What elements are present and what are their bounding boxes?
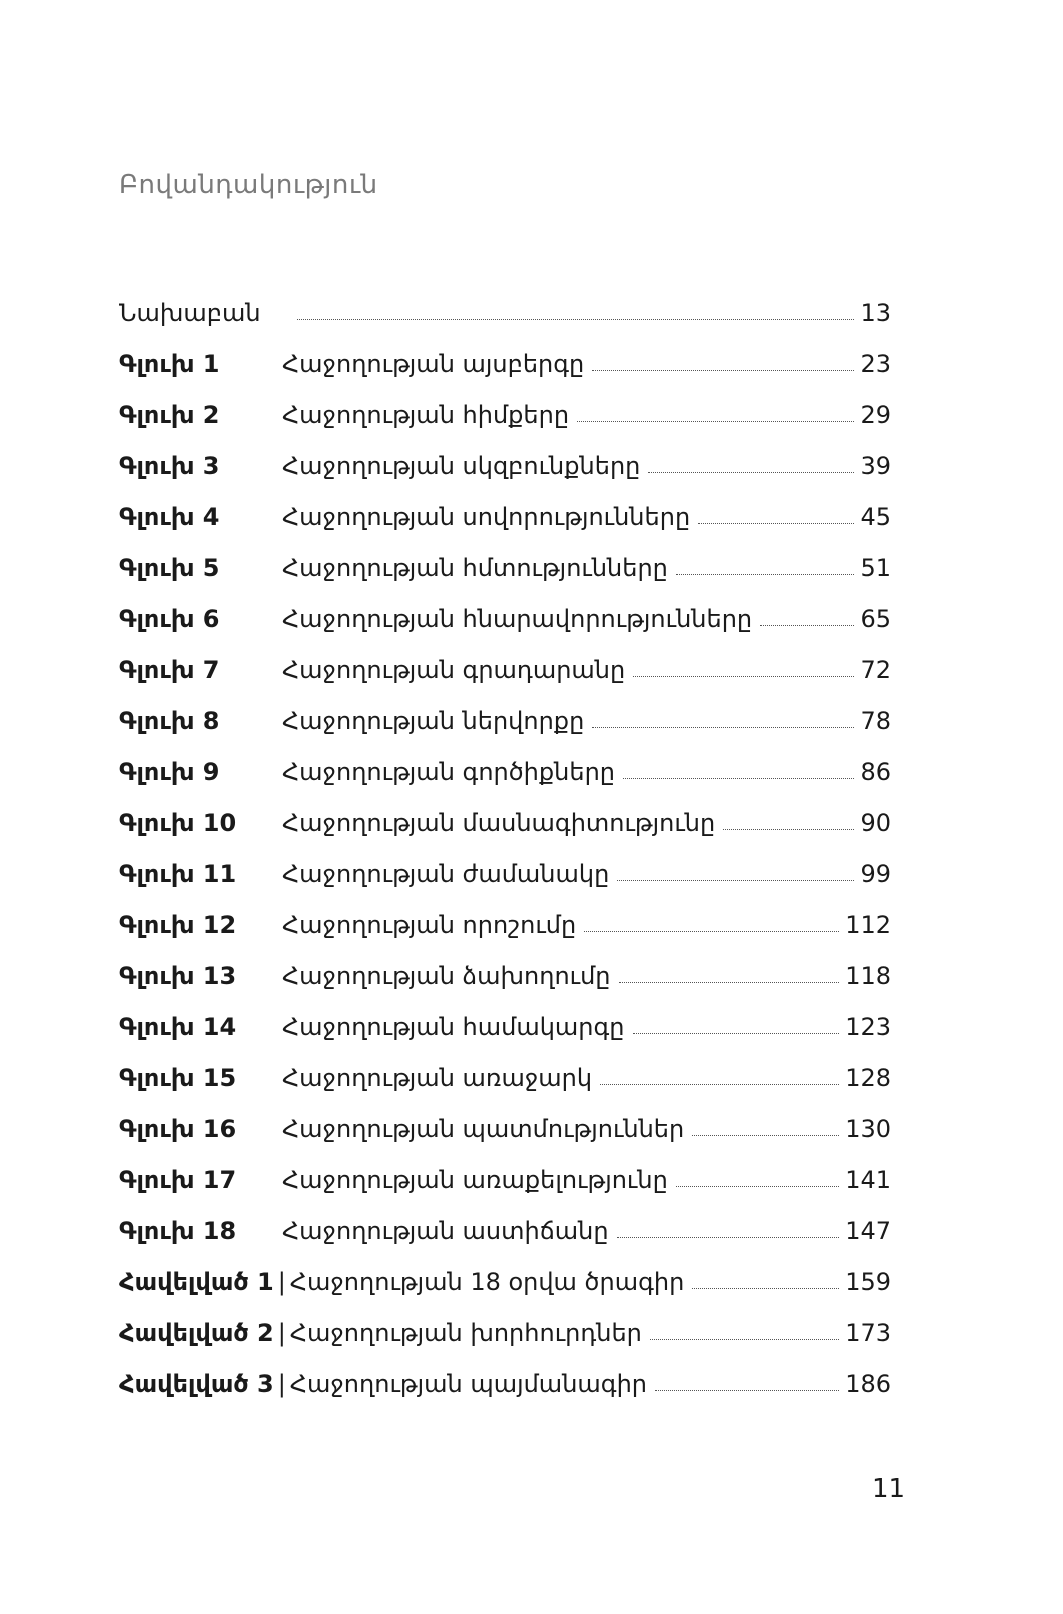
- page-ref: 45: [860, 503, 891, 531]
- chapter-label: Գլուխ 5: [119, 554, 220, 582]
- appendix-title: Հաջողության 18 օրվա ծրագիր: [289, 1268, 685, 1296]
- dot-leader: [617, 1237, 840, 1238]
- page-ref: 112: [845, 911, 891, 939]
- dot-leader: [698, 523, 854, 524]
- chapter-label: Գլուխ 2: [119, 401, 220, 429]
- page-ref: 78: [860, 707, 891, 735]
- toc-row-chapter: [119, 1041, 891, 1092]
- chapter-title: Հաջողության գրադարանը: [282, 656, 626, 684]
- toc-row-chapter: [119, 1143, 891, 1194]
- dot-leader: [592, 727, 854, 728]
- chapter-title: Հաջողության գործիքները: [282, 758, 615, 786]
- dot-leader: [760, 625, 854, 626]
- chapter-title: Հաջողության աստիճանը: [282, 1217, 609, 1245]
- toc-row-chapter: [119, 786, 891, 837]
- toc-row-chapter: [119, 684, 891, 735]
- toc-row-appendix: [119, 1296, 891, 1347]
- toc-row-appendix: [119, 1245, 891, 1296]
- appendix-separator: |: [277, 1268, 286, 1296]
- dot-leader: [692, 1288, 839, 1289]
- chapter-label: Գլուխ 16: [119, 1115, 237, 1143]
- chapter-title: Հաջողության ներվորքը: [282, 707, 585, 735]
- chapter-label: Գլուխ 9: [119, 758, 220, 786]
- chapter-label: Գլուխ 11: [119, 860, 237, 888]
- dot-leader: [692, 1135, 839, 1136]
- dot-leader: [600, 1084, 839, 1085]
- dot-leader: [676, 574, 855, 575]
- toc-row-chapter: [119, 837, 891, 888]
- page-ref: 186: [845, 1370, 891, 1398]
- chapter-title: Հաջողության առաջարկ: [282, 1064, 593, 1092]
- page-ref: 51: [860, 554, 891, 582]
- toc-row-chapter: [119, 939, 891, 990]
- dot-leader: [648, 472, 854, 473]
- appendix-separator: |: [277, 1370, 286, 1398]
- page-ref: 118: [845, 962, 891, 990]
- dot-leader: [633, 1033, 840, 1034]
- chapter-title: Հաջողության ձախողումը: [282, 962, 611, 990]
- toc-row-chapter: [119, 633, 891, 684]
- page-ref: 29: [860, 401, 891, 429]
- chapter-label: Գլուխ 6: [119, 605, 220, 633]
- chapter-title: Հաջողության հնարավորությունները: [282, 605, 753, 633]
- chapter-label: Գլուխ 3: [119, 452, 220, 480]
- page-ref: 39: [860, 452, 891, 480]
- toc-row-chapter: [119, 582, 891, 633]
- dot-leader: [577, 421, 854, 422]
- dot-leader: [617, 880, 854, 881]
- page-ref: 173: [845, 1319, 891, 1347]
- chapter-label: Գլուխ 14: [119, 1013, 237, 1041]
- dot-leader: [584, 931, 839, 932]
- dot-leader: [297, 319, 854, 320]
- toc-row-chapter: [119, 531, 891, 582]
- page-ref: 90: [860, 809, 891, 837]
- appendix-label: Հավելված 1: [119, 1268, 274, 1296]
- chapter-label: Գլուխ 12: [119, 911, 237, 939]
- page-ref: 147: [845, 1217, 891, 1245]
- chapter-title: Հաջողության պատմություններ: [282, 1115, 685, 1143]
- chapter-title: Հաջողության հմտությունները: [282, 554, 668, 582]
- dot-leader: [723, 829, 854, 830]
- page-ref: 128: [845, 1064, 891, 1092]
- page-ref: 23: [860, 350, 891, 378]
- chapter-title: Հաջողության սովորությունները: [282, 503, 691, 531]
- chapter-label: Գլուխ 18: [119, 1217, 237, 1245]
- page-ref: 72: [860, 656, 891, 684]
- dot-leader: [592, 370, 854, 371]
- page-ref: 159: [845, 1268, 891, 1296]
- chapter-title: Հաջողության ժամանակը: [282, 860, 610, 888]
- chapter-label: Գլուխ 7: [119, 656, 220, 684]
- toc-row-chapter: [119, 735, 891, 786]
- chapter-label: Գլուխ 8: [119, 707, 220, 735]
- page-ref: 86: [860, 758, 891, 786]
- chapter-label: Գլուխ 17: [119, 1166, 237, 1194]
- dot-leader: [676, 1186, 839, 1187]
- page-ref: 141: [845, 1166, 891, 1194]
- chapter-title: Հաջողության մասնագիտությունը: [282, 809, 716, 837]
- chapter-title: Հաջողության սկզբունքները: [282, 452, 641, 480]
- toc-row-preface: [119, 276, 891, 327]
- page-number: 11: [872, 1474, 906, 1504]
- appendix-separator: |: [277, 1319, 286, 1347]
- toc-row-chapter: [119, 480, 891, 531]
- page-ref: 65: [860, 605, 891, 633]
- chapter-title: Հաջողության որոշումը: [282, 911, 577, 939]
- dot-leader: [650, 1339, 839, 1340]
- chapter-label: Գլուխ 13: [119, 962, 237, 990]
- chapter-title: Հաջողության առաքելությունը: [282, 1166, 668, 1194]
- dot-leader: [633, 676, 854, 677]
- appendix-title: Հաջողության խորհուրդներ: [289, 1319, 642, 1347]
- toc-row-chapter: [119, 327, 891, 378]
- page-ref: 13: [860, 299, 891, 327]
- toc-row-chapter: [119, 888, 891, 939]
- page-ref: 123: [845, 1013, 891, 1041]
- toc-row-chapter: [119, 378, 891, 429]
- chapter-title: Հաջողության այսբերգը: [282, 350, 585, 378]
- appendix-label: Հավելված 3: [119, 1370, 274, 1398]
- toc-row-chapter: [119, 1092, 891, 1143]
- page-ref: 130: [845, 1115, 891, 1143]
- chapter-title: Հաջողության հիմքերը: [282, 401, 570, 429]
- dot-leader: [655, 1390, 839, 1391]
- preface-label: Նախաբան: [119, 299, 261, 327]
- appendix-label: Հավելված 2: [119, 1319, 274, 1347]
- chapter-label: Գլուխ 1: [119, 350, 220, 378]
- chapter-title: Հաջողության համակարգը: [282, 1013, 625, 1041]
- page-ref: 99: [860, 860, 891, 888]
- appendix-title: Հաջողության պայմանագիր: [289, 1370, 647, 1398]
- dot-leader: [623, 778, 854, 779]
- chapter-label: Գլուխ 4: [119, 503, 220, 531]
- dot-leader: [619, 982, 840, 983]
- toc-row-chapter: [119, 990, 891, 1041]
- toc-row-chapter: [119, 429, 891, 480]
- toc-heading: Բովանդակություն: [119, 170, 378, 200]
- chapter-label: Գլուխ 10: [119, 809, 237, 837]
- toc-row-chapter: [119, 1194, 891, 1245]
- toc-list: [119, 276, 891, 1398]
- chapter-label: Գլուխ 15: [119, 1064, 237, 1092]
- toc-row-appendix: [119, 1347, 891, 1398]
